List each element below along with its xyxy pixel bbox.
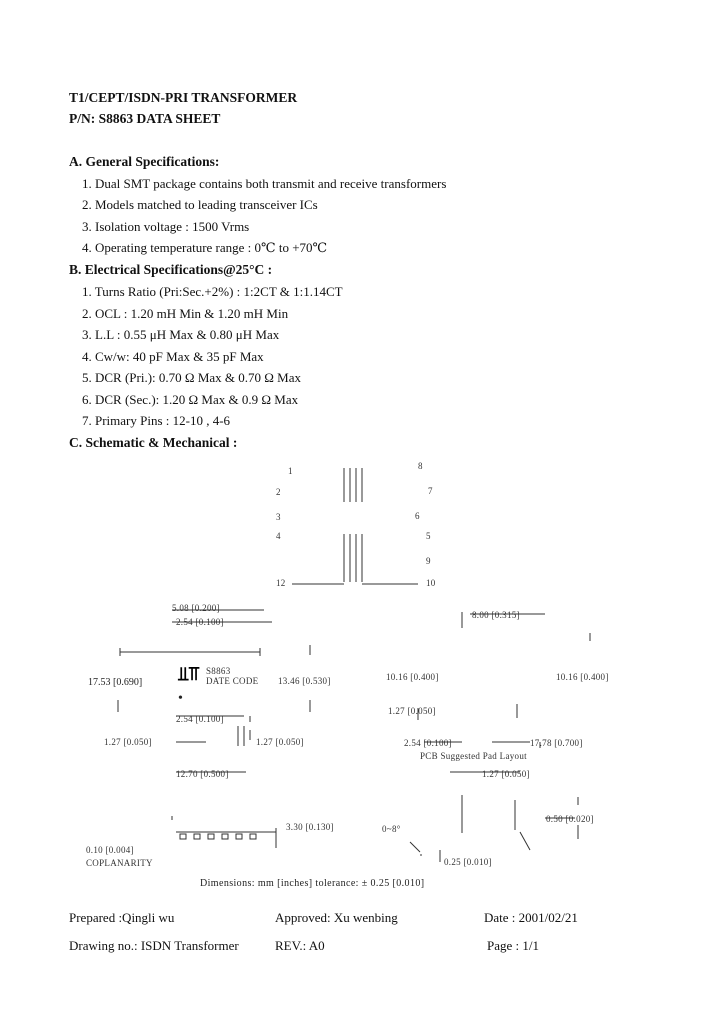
dim-width-a: 5.08 [0.200] [172,603,220,613]
logo-mark: ⫫⫪ [178,663,200,685]
dim-lead-b: 0.25 [0.010] [444,857,492,867]
pin-label: 3 [276,512,281,522]
page-number: Page : 1/1 [487,938,539,953]
dim-side-h: 3.30 [0.130] [286,822,334,832]
dim-pad-row: 1.27 [0.050] [256,737,304,747]
coplanarity-label: COPLANARITY [86,858,153,868]
electrical-spec-item: 2. OCL : 1.20 mH Min & 1.20 mH Min [82,306,289,321]
dim-lead-a: 0.50 [0.020] [546,814,594,824]
general-spec-item: 1. Dual SMT package contains both transmit and receive transformers [82,176,447,191]
dim-pitch: 2.54 [0.100] [176,714,224,724]
date: Date : 2001/02/21 [484,910,578,925]
pin-label: 5 [426,531,431,541]
logo-text: S8863 DATE CODE [206,666,259,686]
pin-label: 9 [426,556,431,566]
electrical-spec-item: 4. Cw/w: 40 pF Max & 35 pF Max [82,349,264,364]
electrical-spec-item: 5. DCR (Pri.): 0.70 Ω Max & 0.70 Ω Max [82,370,302,385]
pin1-dot: • [178,691,183,706]
dim-pad-a: 1.27 [0.050] [104,737,152,747]
schematic-heading: C. Schematic & Mechanical : [69,435,238,450]
units-note: Dimensions: mm [inches] tolerance: ± 0.25 [0.010] [200,878,425,889]
pin-label: 6 [415,511,420,521]
dim-coplanarity: 0.10 [0.004] [86,845,134,855]
drawing-number: Drawing no.: ISDN Transformer [69,938,239,953]
dim-pad-left: 10.16 [0.400] [386,672,439,682]
pin-label: 8 [418,461,423,471]
dim-pad-total: 17.78 [0.700] [530,738,583,748]
pad-layout-caption: PCB Suggested Pad Layout [420,751,527,761]
general-spec-item: 2. Models matched to leading transceiver ICs [82,197,318,212]
electrical-spec-item: 3. L.L : 0.55 μH Max & 0.80 μH Max [82,327,280,342]
approved-by: Approved: Xu wenbing [275,910,398,925]
pin-label: 12 [276,578,286,588]
part-number: P/N: S8863 DATA SHEET [69,111,221,126]
dim-height-left: 17.53 [0.690] [88,677,143,688]
dim-body-w: 12.70 [0.500] [176,769,229,779]
prepared-by: Prepared :Qingli wu [69,910,175,925]
dim-lead-len: 1.27 [0.050] [482,769,530,779]
dim-angle: 0~8° [382,824,401,834]
pin-label: 1 [288,466,293,476]
pin-label: 10 [426,578,436,588]
dim-height-mid: 13.46 [0.530] [278,676,331,686]
document-title: T1/CEPT/ISDN-PRI TRANSFORMER [69,90,298,105]
general-spec-item: 3. Isolation voltage : 1500 Vrms [82,219,250,234]
dim-width-b: 2.54 [0.100] [176,617,224,627]
general-spec-item: 4. Operating temperature range : 0℃ to +70℃ [82,240,328,255]
general-spec-heading: A. General Specifications: [69,154,220,169]
dim-pad-gap2: 8.00 [0.315] [472,610,520,620]
dim-pad-right: 10.16 [0.400] [556,672,609,682]
electrical-spec-item: 1. Turns Ratio (Pri:Sec.+2%) : 1:2CT & 1:1.14CT [82,284,343,299]
pin-label: 2 [276,487,281,497]
electrical-spec-heading: B. Electrical Specifications@25°C : [69,262,273,277]
electrical-spec-item: 7. Primary Pins : 12-10 , 4-6 [82,413,231,428]
pin-label: 7 [428,486,433,496]
dim-pad-gap: 2.54 [0.100] [404,738,452,748]
revision: REV.: A0 [275,938,325,953]
pin-label: 4 [276,531,281,541]
dim-pad-sq: 1.27 [0.050] [388,706,436,716]
electrical-spec-item: 6. DCR (Sec.): 1.20 Ω Max & 0.9 Ω Max [82,392,299,407]
